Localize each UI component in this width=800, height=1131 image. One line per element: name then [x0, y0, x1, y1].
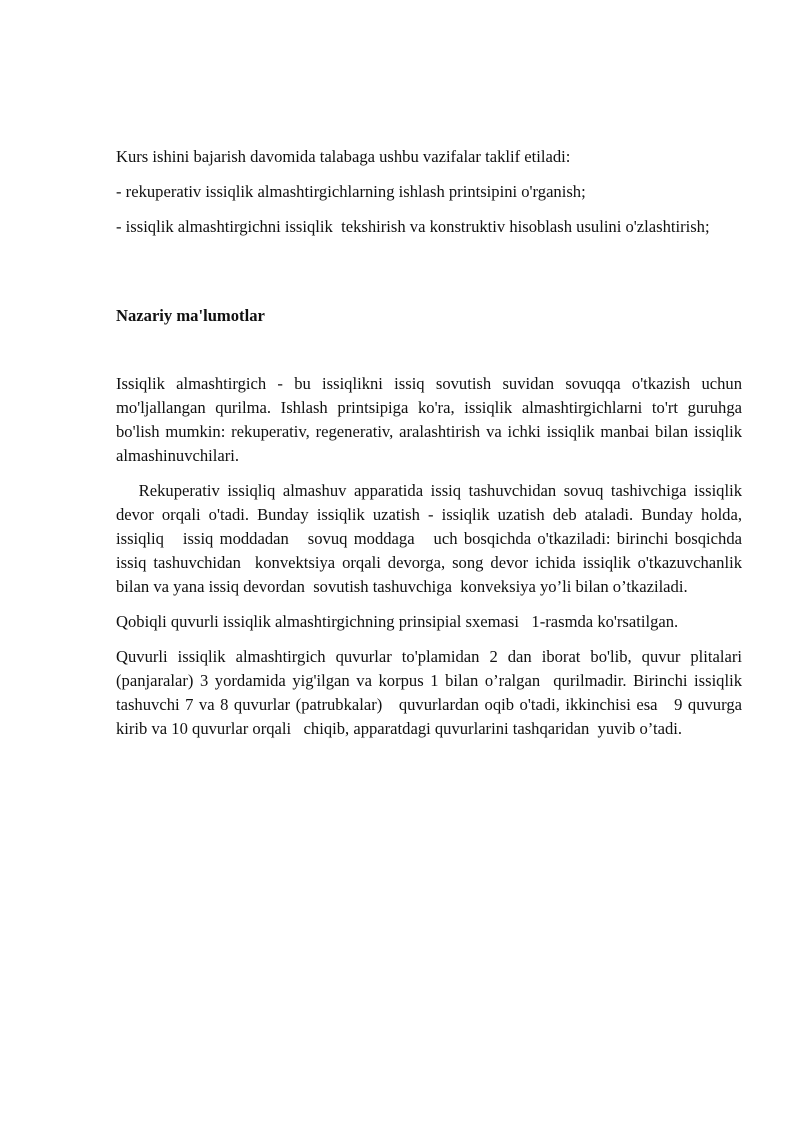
section-heading: Nazariy ma'lumotlar	[116, 306, 265, 325]
body-text	[116, 372, 751, 752]
task-item-2: - issiqlik almashtirgichni issiqlik tekshirish va konstruktiv hisoblash usulini o'zlashtirish;	[116, 217, 710, 236]
paragraph-recuperative: Rekuperativ issiqliq almashuv apparatida issiq tashuvchidan sovuq tashivchiga issiqlik devor orqali o'tadi. Bunday issiqlik uzatish - issiqlik uzatish deb ataladi. Bunday holda, issiqliq issiq moddadan sovuq moddaga uch bosqichda o'tkaziladi: birinchi bosqichda issiq tashuvchidan konvektsiya orqali devorga, song devor ichida issiqlik o'tkazuvchanlik bilan va yana issiq devordan sovutish tashuvchiga konveksiya yo’li bilan o’tkaziladi.	[116, 481, 751, 596]
paragraph-definition: Issiqlik almashtirgich - bu issiqlikni issiq sovutish suvidan sovuqqa o'tkazish uchun mo'ljallangan qurilma. Ishlash printsipiga ko'ra, issiqlik almashtirgichlarni to'rt guruhga bo'lish mumkin: rekuperativ, regenerativ, aralashtirish va ichki issiqlik manbai bilan issiqlik almashinuvchilari.	[116, 374, 747, 465]
intro-block	[116, 145, 742, 250]
paragraph-construction: Quvurli issiqlik almashtirgich quvurlar to'plamidan 2 dan iborat bo'lib, quvur plitalari (panjaralar) 3 yordamida yig'ilgan va korpus 1 bilan o’ralgan qurilmadir. Birinchi issiqlik tashuvchi 7 va 8 quvurlar (patrubkalar) quvurlardan oqib o'tadi, ikkinchisi esa 9 quvurga kirib va 10 quvurlar orqali chiqib, apparatdagi quvurlarini tashqaridan yuvib o’tadi.	[116, 647, 747, 738]
task-item-1: - rekuperativ issiqlik almashtirgichlarning ishlash printsipini o'rganish;	[116, 182, 586, 201]
intro-line: Kurs ishini bajarish davomida talabaga ushbu vazifalar taklif etiladi:	[116, 147, 571, 166]
paragraph-figure-reference: Qobiqli quvurli issiqlik almashtirgichning prinsipial sxemasi 1-rasmda ko'rsatilgan.	[116, 612, 679, 631]
